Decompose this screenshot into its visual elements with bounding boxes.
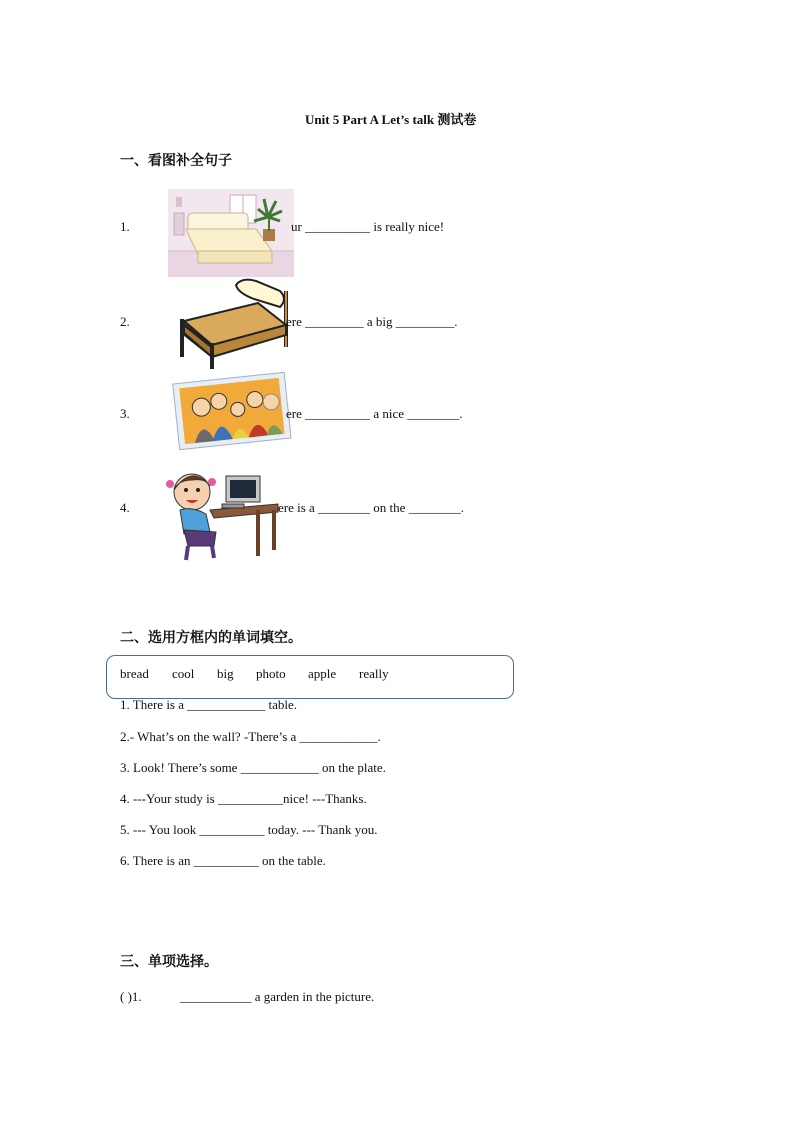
fill-blank-item: 3. Look! There’s some ____________ on the plate. [120,760,386,775]
section-1-heading: 一、看图补全句子 [120,153,232,169]
item-1-sentence: ur __________ is really nice! [291,219,445,234]
computer-picture [166,470,282,562]
word-bank-item: photo [256,666,286,681]
word-bank-item: cool [172,666,195,681]
bed-picture [176,277,296,371]
choice-item-text: ___________ a garden in the picture. [180,989,375,1004]
word-bank-item: big [217,666,234,681]
bedroom-picture [168,189,294,277]
item-2-sentence: ere _________ a big _________. [286,314,458,329]
word-bank-item: apple [308,666,337,681]
word-bank-item: bread [120,666,149,681]
item-3-number: 3. [120,406,130,421]
fill-blank-item: 4. ---Your study is __________nice! ---Thanks. [120,791,367,806]
item-3-sentence: ere __________ a nice ________. [286,406,463,421]
section-3-heading: 三、单项选择。 [120,954,218,970]
section-2-heading: 二、选用方框内的单词填空。 [120,630,302,646]
item-2-number: 2. [120,314,130,329]
fill-blank-item: 6. There is an __________ on the table. [120,853,326,868]
fill-blank-item: 5. --- You look __________ today. --- Thank you. [120,822,378,837]
fill-blank-item: 2.- What’s on the wall? -There’s a ____________. [120,729,381,744]
family-photo-picture [168,370,296,454]
item-1-number: 1. [120,219,130,234]
page-title: Unit 5 Part A Let’s talk 测试卷 [305,112,477,127]
fill-blank-item: 1. There is a ____________ table. [120,697,298,712]
item-4-sentence: ere is a ________ on the ________. [278,500,464,515]
item-4-number: 4. [120,500,130,515]
word-bank-item: really [359,666,389,681]
choice-item-paren: ( )1. [120,989,142,1004]
word-bank [0,666,793,686]
